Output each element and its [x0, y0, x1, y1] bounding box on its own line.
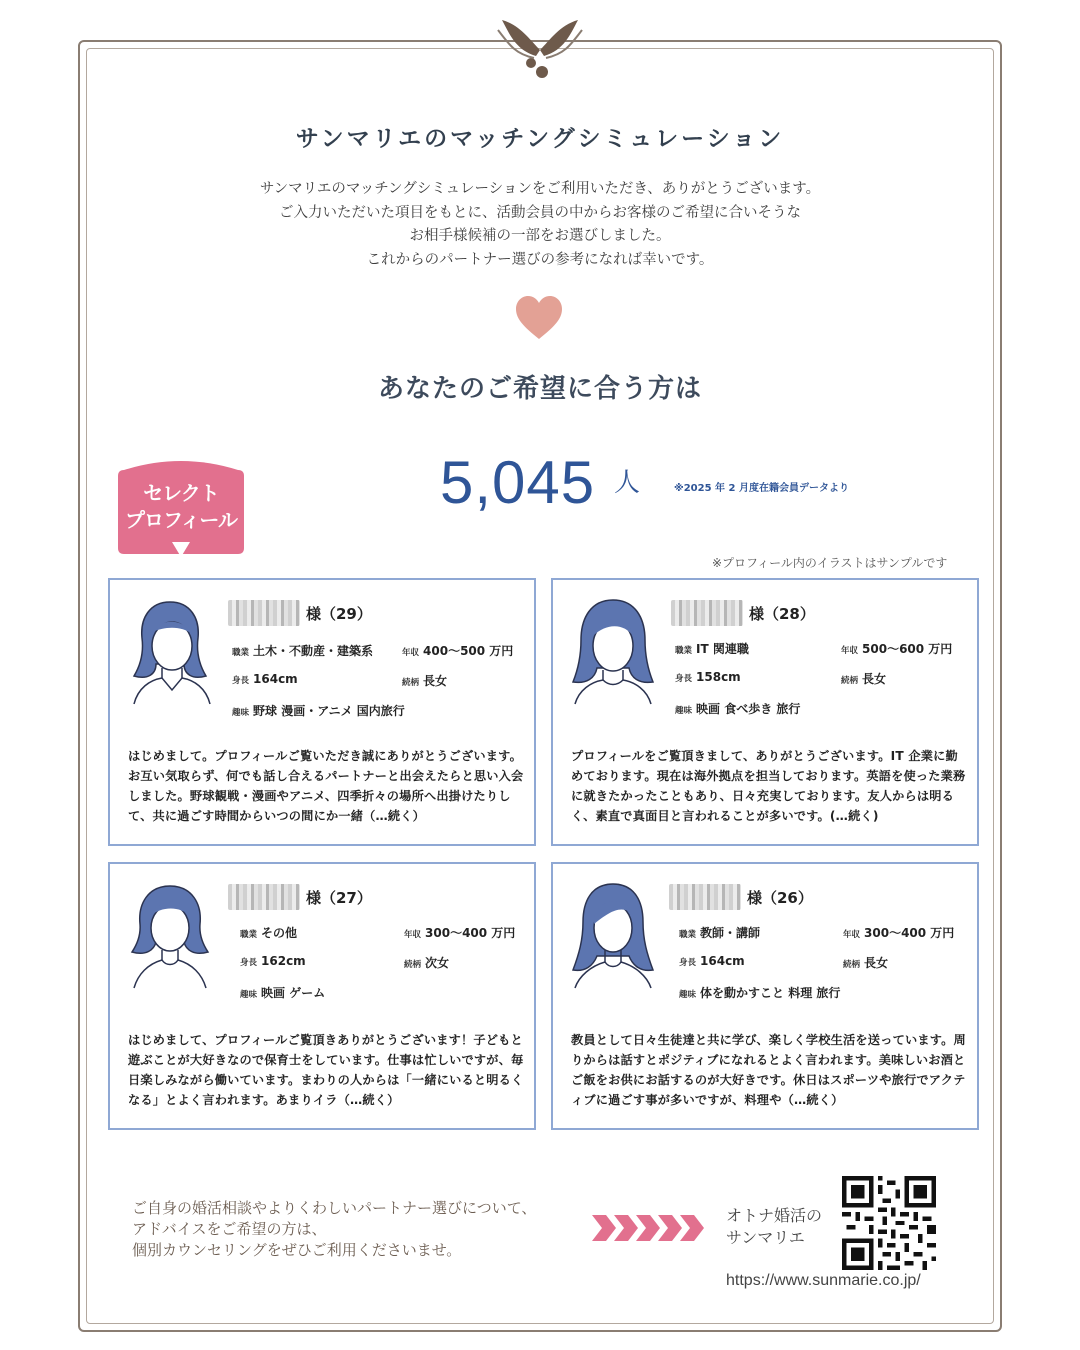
income-label: 年収: [404, 930, 422, 940]
job-value: その他: [261, 926, 298, 940]
name-mosaic: [228, 600, 300, 626]
footer-line: アドバイスをご希望の方は、: [132, 1220, 327, 1238]
family-value: 長女: [862, 672, 887, 686]
income-value: 300～400 万円: [864, 926, 955, 940]
profile-name: [228, 884, 372, 910]
height-label: 身長: [675, 674, 693, 684]
profile-name: [671, 600, 815, 626]
job-label: 職業: [675, 646, 693, 656]
brand-line: オトナ婚活の: [726, 1206, 823, 1225]
income-value: 300～400 万円: [425, 926, 516, 940]
profile-message: 教員として日々生徒達と共に学び、楽しく学校生活を送っています。周りからは話すとポジティブになれるとよく言われます。美味しいお酒とご飯をお供にお話するのが大好きです。休日はスポーツや旅行でアクティブに過ごす事が多いですが、料理や（…続く）: [571, 1033, 966, 1107]
name-mosaic: [671, 600, 743, 626]
profile-card: [108, 862, 536, 1130]
job-label: 職業: [240, 930, 258, 940]
badge-line: セレクト: [143, 481, 219, 505]
job-value: IT 関連職: [696, 642, 749, 656]
height-field: [232, 672, 298, 686]
height-field: [675, 670, 741, 684]
height-value: 158cm: [696, 670, 741, 684]
profile-message: プロフィールをご覧頂きまして、ありがとうございます。IT 企業に勤めております。現在は海外拠点を担当しております。英語を使った業務に就きたかったこともあり、日々充実しております。友人からは明るく、素直で真面目と言われることが多いです。(…続く): [571, 749, 966, 823]
intro-line: サンマリエのマッチングシミュレーションをご利用いただき、ありがとうございます。: [259, 181, 821, 197]
height-label: 身長: [679, 958, 697, 968]
height-value: 164cm: [253, 672, 298, 686]
hobby-field: [240, 984, 325, 1001]
heart-icon: [514, 295, 564, 341]
counseling-invite: [132, 1198, 536, 1261]
brand-line: サンマリエ: [726, 1228, 805, 1247]
name-mosaic: [669, 884, 741, 910]
hobby-label: 趣味: [675, 706, 693, 716]
match-count: 5,045: [440, 449, 596, 516]
family-field: [402, 672, 447, 689]
job-field: [240, 924, 297, 941]
income-value: 500～600 万円: [862, 642, 953, 656]
name-mosaic: [228, 884, 300, 910]
hobby-label: 趣味: [232, 708, 250, 718]
family-value: 長女: [423, 674, 448, 688]
name-suffix: 様（27）: [306, 888, 372, 907]
profile-card: [108, 578, 536, 846]
woman-avatar-icon: [126, 880, 214, 990]
height-label: 身長: [240, 958, 258, 968]
income-field: [404, 924, 515, 941]
intro-text: [0, 178, 1080, 272]
hobby-label: 趣味: [679, 990, 697, 1000]
intro-line: ご入力いただいた項目をもとに、活動会員の中からお客様のご希望に合いそうな: [279, 204, 801, 221]
woman-avatar-icon: [569, 880, 657, 990]
income-field: [841, 640, 952, 657]
income-label: 年収: [841, 646, 859, 656]
family-label: 続柄: [843, 960, 861, 970]
job-value: 土木・不動産・建築系: [253, 644, 374, 658]
income-field: [402, 642, 513, 659]
family-field: [843, 954, 888, 971]
family-field: [404, 954, 449, 971]
intro-line: お相手様候補の一部をお選びしました。: [409, 228, 671, 244]
job-label: 職業: [679, 930, 697, 940]
woman-avatar-icon: [569, 596, 657, 706]
family-label: 続柄: [402, 678, 420, 688]
height-label: 身長: [232, 676, 250, 686]
profile-name: [669, 884, 813, 910]
website-url[interactable]: https://www.sunmarie.co.jp/: [726, 1272, 921, 1289]
hobby-value: 野球 漫画・アニメ 国内旅行: [253, 704, 405, 718]
height-field: [679, 954, 745, 968]
income-field: [843, 924, 954, 941]
chevron-arrows-icon: [592, 1215, 704, 1241]
family-field: [841, 670, 886, 687]
brand-name: [726, 1205, 822, 1249]
name-suffix: 様（28）: [749, 604, 815, 623]
job-field: [679, 924, 760, 941]
height-field: [240, 954, 306, 968]
height-value: 162cm: [261, 954, 306, 968]
height-value: 164cm: [700, 954, 745, 968]
hobby-label: 趣味: [240, 990, 258, 1000]
qr-code-icon[interactable]: [842, 1176, 936, 1270]
hobby-value: 映画 食べ歩き 旅行: [696, 702, 801, 716]
profile-name: [228, 600, 372, 626]
profile-message: はじめまして。プロフィールご覧いただき誠にありがとうございます。お互い気取らず、何でも話し合えるパートナーと出会えたらと思い入会しました。野球観戦・漫画やアニメ、四季折々の場所へ出掛けたりして、共に過ごす時間からいつの間にか一緒（…続く）: [128, 749, 524, 823]
badge-label: [114, 480, 248, 534]
job-label: 職業: [232, 648, 250, 658]
name-suffix: 様（26）: [747, 888, 813, 907]
hobby-value: 映画 ゲーム: [261, 986, 326, 1000]
job-field: [675, 640, 749, 657]
hobby-field: [679, 984, 840, 1001]
name-suffix: 様（29）: [306, 604, 372, 623]
leaf-crest-icon: [490, 10, 590, 85]
family-label: 続柄: [404, 960, 422, 970]
income-value: 400～500 万円: [423, 644, 514, 658]
woman-avatar-icon: [126, 596, 214, 706]
badge-line: プロフィール: [125, 508, 237, 532]
footer-line: ご自身の婚活相談やよりくわしいパートナー選びについて、: [132, 1199, 537, 1217]
hobby-field: [232, 702, 405, 719]
income-label: 年収: [843, 930, 861, 940]
hobby-value: 体を動かすこと 料理 旅行: [700, 986, 841, 1000]
profile-card: [551, 862, 979, 1130]
family-label: 続柄: [841, 676, 859, 686]
intro-line: これからのパートナー選びの参考になれば幸いです。: [366, 251, 714, 268]
illustration-note: ※プロフィール内のイラストはサンプルです: [712, 556, 948, 570]
data-source-note: ※2025 年 2 月度在籍会員データより: [674, 483, 849, 494]
job-value: 教師・講師: [700, 926, 761, 940]
page-title: サンマリエのマッチングシミュレーション: [295, 126, 785, 152]
family-value: 長女: [864, 956, 889, 970]
footer-line: 個別カウンセリングをぜひご利用くださいませ。: [132, 1241, 462, 1259]
match-count-unit: 人: [614, 468, 641, 498]
profile-message: はじめまして、プロフィールご覧頂きありがとうございます！子どもと遊ぶことが大好きなので保育士をしています。仕事は忙しいですが、毎日楽しみながら働いています。まわりの人からは「一緒にいると明るくなる」とよく言われます。あまりイラ（…続く）: [128, 1033, 524, 1107]
hobby-field: [675, 700, 800, 717]
profile-card: [551, 578, 979, 846]
result-subtitle: あなたのご希望に合う方は: [377, 374, 702, 404]
job-field: [232, 642, 373, 659]
family-value: 次女: [425, 956, 450, 970]
income-label: 年収: [402, 648, 420, 658]
